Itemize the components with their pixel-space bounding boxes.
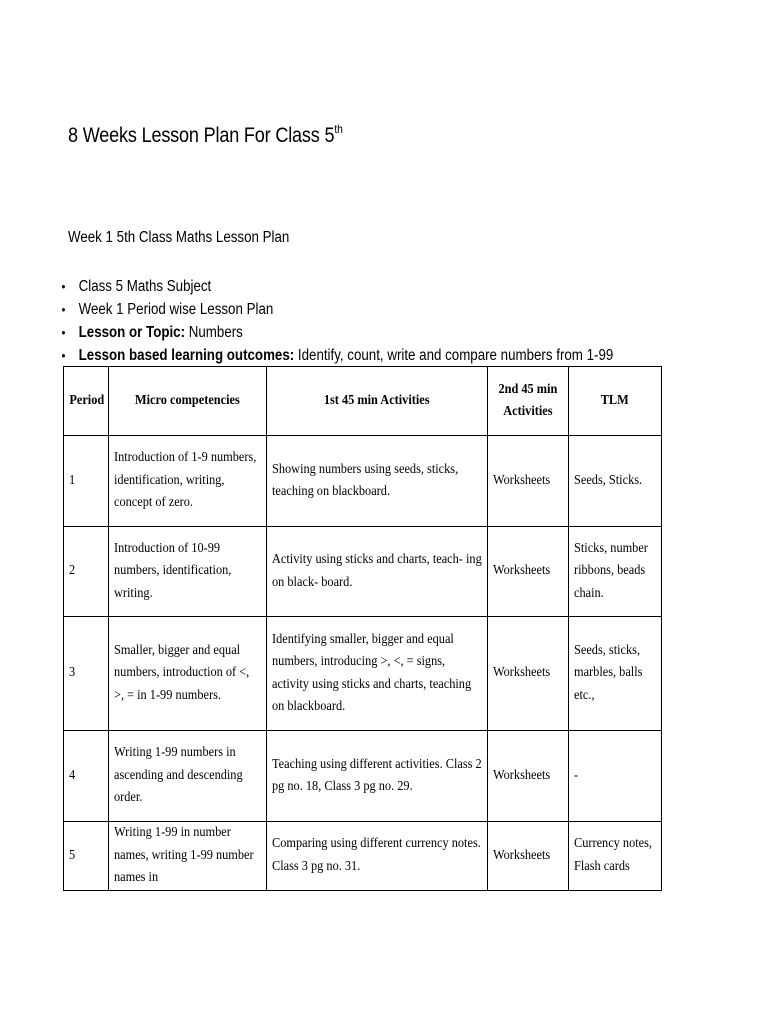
cell-micro: Writing 1-99 in number names, writing 1-99 number names in: [109, 822, 267, 891]
title-superscript: th: [334, 122, 343, 136]
cell-tlm: Currency notes, Flash cards: [569, 822, 662, 891]
cell-activity-2: Worksheets: [488, 822, 569, 891]
bullet-icon: •: [61, 325, 66, 340]
header-first-activities: 1st 45 min Activities: [267, 367, 488, 436]
header-tlm: TLM: [569, 367, 662, 436]
cell-activity-2: Worksheets: [488, 527, 569, 617]
lesson-plan-table: [63, 366, 662, 891]
header-second-activities: 2nd 45 min Activities: [488, 367, 569, 436]
cell-activity-1: Identifying smaller, bigger and equal numbers, introducing >, <, = signs, activity using sticks and charts, teaching on blackboard.: [267, 617, 488, 731]
cell-period: 4: [64, 731, 109, 822]
list-item: [58, 277, 613, 300]
list-item: [58, 323, 613, 346]
cell-period: 1: [64, 436, 109, 527]
bullet-text: Week 1 Period wise Lesson Plan: [78, 301, 274, 318]
table-row: [64, 436, 662, 527]
list-item: [58, 300, 613, 323]
cell-activity-1: Activity using sticks and charts, teach- ing on black- board.: [267, 527, 488, 617]
bullet-icon: •: [61, 302, 66, 317]
header-period: Period: [64, 367, 109, 436]
header-micro-competencies: Micro competencies: [109, 367, 267, 436]
bullet-text: Numbers: [185, 324, 243, 341]
cell-tlm: Sticks, number ribbons, beads chain.: [569, 527, 662, 617]
cell-activity-1: Teaching using different activities. Class 2 pg no. 18, Class 3 pg no. 29.: [267, 731, 488, 822]
table-row: [64, 822, 662, 891]
table-row: [64, 527, 662, 617]
cell-period: 3: [64, 617, 109, 731]
page-title: [68, 122, 343, 148]
week-heading: Week 1 5th Class Maths Lesson Plan: [68, 229, 290, 246]
table-row: [64, 617, 662, 731]
table-row: [64, 731, 662, 822]
cell-activity-2: Worksheets: [488, 731, 569, 822]
cell-period: 5: [64, 822, 109, 891]
title-main: 8 Weeks Lesson Plan For Class 5: [68, 124, 335, 147]
bullet-icon: •: [61, 279, 66, 294]
cell-activity-1: Showing numbers using seeds, sticks, teaching on blackboard.: [267, 436, 488, 527]
cell-micro: Smaller, bigger and equal numbers, introduction of <, >, = in 1-99 numbers.: [109, 617, 267, 731]
bullet-text: Class 5 Maths Subject: [78, 278, 212, 295]
cell-period: 2: [64, 527, 109, 617]
bullet-label: Lesson or Topic:: [78, 324, 186, 341]
cell-tlm: Seeds, sticks, marbles, balls etc.,: [569, 617, 662, 731]
cell-tlm: Seeds, Sticks.: [569, 436, 662, 527]
bullet-list: [58, 277, 704, 369]
cell-activity-2: Worksheets: [488, 436, 569, 527]
cell-micro: Writing 1-99 numbers in ascending and descending order.: [109, 731, 267, 822]
cell-tlm: -: [569, 731, 662, 822]
bullet-icon: •: [61, 348, 66, 363]
cell-micro: Introduction of 10-99 numbers, identification, writing.: [109, 527, 267, 617]
cell-activity-1: Comparing using different currency notes. Class 3 pg no. 31.: [267, 822, 488, 891]
cell-activity-2: Worksheets: [488, 617, 569, 731]
bullet-label: Lesson based learning outcomes:: [78, 347, 295, 364]
bullet-text: Identify, count, write and compare numbers from 1-99: [294, 347, 614, 364]
cell-micro: Introduction of 1-9 numbers, identification, writing, concept of zero.: [109, 436, 267, 527]
table-header-row: [64, 367, 662, 436]
